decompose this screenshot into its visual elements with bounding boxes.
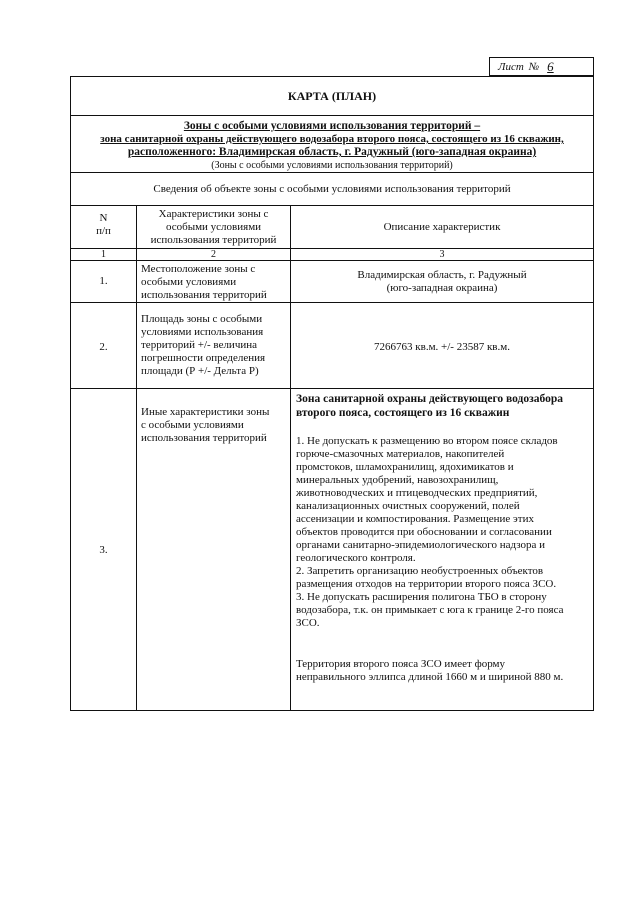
row3-desc-line5: животноводческих и птицеводческих предприятий, bbox=[296, 487, 538, 499]
header-num-line1: N bbox=[99, 212, 108, 224]
col-number-3: 3 bbox=[439, 249, 445, 260]
col-rule-1 bbox=[136, 205, 137, 710]
row2-char-line5: площади (Р +/- Дельта Р) bbox=[141, 365, 259, 377]
row3-desc-line15: ЗСО. bbox=[296, 617, 320, 629]
row3-desc-line11: 2. Запретить организацию необустроенных объектов bbox=[296, 565, 544, 577]
row3-num: 3. bbox=[99, 544, 108, 556]
document-frame bbox=[70, 76, 594, 711]
row3-desc-line3: промстоков, шламохранилищ, ядохимикатов и bbox=[296, 461, 514, 473]
row3-desc-heading-line1: Зона санитарной охраны действующего водозабора bbox=[296, 393, 563, 405]
row1-char-line3: использования территорий bbox=[141, 289, 267, 301]
rule-after-row1 bbox=[71, 302, 593, 303]
row3-desc-line10: геологического контроля. bbox=[296, 552, 416, 564]
zone-header-caption: (Зоны с особыми условиями использования территорий) bbox=[211, 160, 453, 171]
row3-desc-heading-line2: второго пояса, состоящего из 16 скважин bbox=[296, 407, 510, 419]
header-char-line2: особыми условиями bbox=[165, 221, 262, 233]
row3-desc-line13: 3. Не допускать расширения полигона ТБО в сторону bbox=[296, 591, 547, 603]
row3-desc-line7: ассенизации и компостирования. Размещение этих bbox=[296, 513, 534, 525]
sheet-number-box bbox=[489, 57, 594, 76]
sheet-label: Лист bbox=[498, 60, 524, 73]
zone-header-line3: расположенного: Владимирская область, г. Радужный (юго-западная окраина) bbox=[127, 146, 537, 158]
row1-desc-line2: (юго-западная окраина) bbox=[386, 282, 498, 294]
zone-header-line1: Зоны с особыми условиями использования территорий – bbox=[183, 120, 481, 132]
rule-after-title bbox=[71, 115, 593, 116]
info-title: Сведения об объекте зоны с особыми условиями использования территорий bbox=[153, 183, 511, 195]
row2-char-line3: территорий +/- величина bbox=[141, 339, 258, 351]
row3-desc-line1: 1. Не допускать к размещению во втором поясе складов bbox=[296, 435, 558, 447]
row2-char-line4: погрешности определения bbox=[141, 352, 266, 364]
header-char-line3: использования территорий bbox=[150, 234, 277, 246]
rule-after-info-title bbox=[71, 205, 593, 206]
header-char-line1: Характеристики зоны с bbox=[158, 208, 269, 220]
row3-desc-line4: минеральных удобрений, навозохранилищ, bbox=[296, 474, 499, 486]
row3-desc-line14: водозабора, т.к. он примыкает с юга к границе 2-го пояса bbox=[296, 604, 564, 616]
header-desc: Описание характеристик bbox=[383, 221, 501, 233]
row1-num: 1. bbox=[99, 275, 108, 287]
col-number-1: 1 bbox=[101, 249, 106, 260]
rule-after-zone-header bbox=[71, 172, 593, 173]
row3-char-line1: Иные характеристики зоны bbox=[141, 406, 270, 418]
row1-char-line2: особыми условиями bbox=[141, 276, 237, 288]
row2-desc: 7266763 кв.м. +/- 23587 кв.м. bbox=[374, 341, 510, 353]
col-number-2: 2 bbox=[211, 249, 216, 260]
row3-desc-line2: горюче-смазочных материалов, накопителей bbox=[296, 448, 505, 460]
row2-num: 2. bbox=[99, 341, 108, 353]
row3-desc-line18: неправильного эллипса длиной 1660 м и шириной 880 м. bbox=[296, 671, 564, 683]
row3-char-line2: с особыми условиями bbox=[141, 419, 244, 431]
header-num-line2: п/п bbox=[96, 225, 111, 237]
row3-desc-line12: размещения отходов на территории второго пояса ЗСО. bbox=[296, 578, 557, 590]
row3-desc-line9: органами санитарно-эпидемиологического надзора и bbox=[296, 539, 546, 551]
row3-char-line3: использования территорий bbox=[141, 432, 267, 444]
zone-header-line2: зона санитарной охраны действующего водозабора второго пояса, состоящего из 16 скважин, bbox=[100, 133, 564, 145]
row2-char-line1: Площадь зоны с особыми bbox=[141, 313, 263, 325]
row3-desc-line17: Территория второго пояса ЗСО имеет форму bbox=[296, 658, 506, 670]
row1-desc-line1: Владимирская область, г. Радужный bbox=[357, 269, 527, 281]
row3-desc-line6: канализационных очистных сооружений, полей bbox=[296, 500, 520, 512]
row2-char-line2: условиями использования bbox=[141, 326, 264, 338]
row3-desc-line8: объектов проводится при обосновании и согласовании bbox=[296, 526, 552, 538]
doc-title: КАРТА (ПЛАН) bbox=[287, 89, 377, 103]
sheet-number-sign: № bbox=[528, 60, 540, 73]
rule-after-row2 bbox=[71, 388, 593, 389]
row1-char-line1: Местоположение зоны с bbox=[141, 263, 256, 275]
sheet-number: 6 bbox=[547, 58, 554, 74]
